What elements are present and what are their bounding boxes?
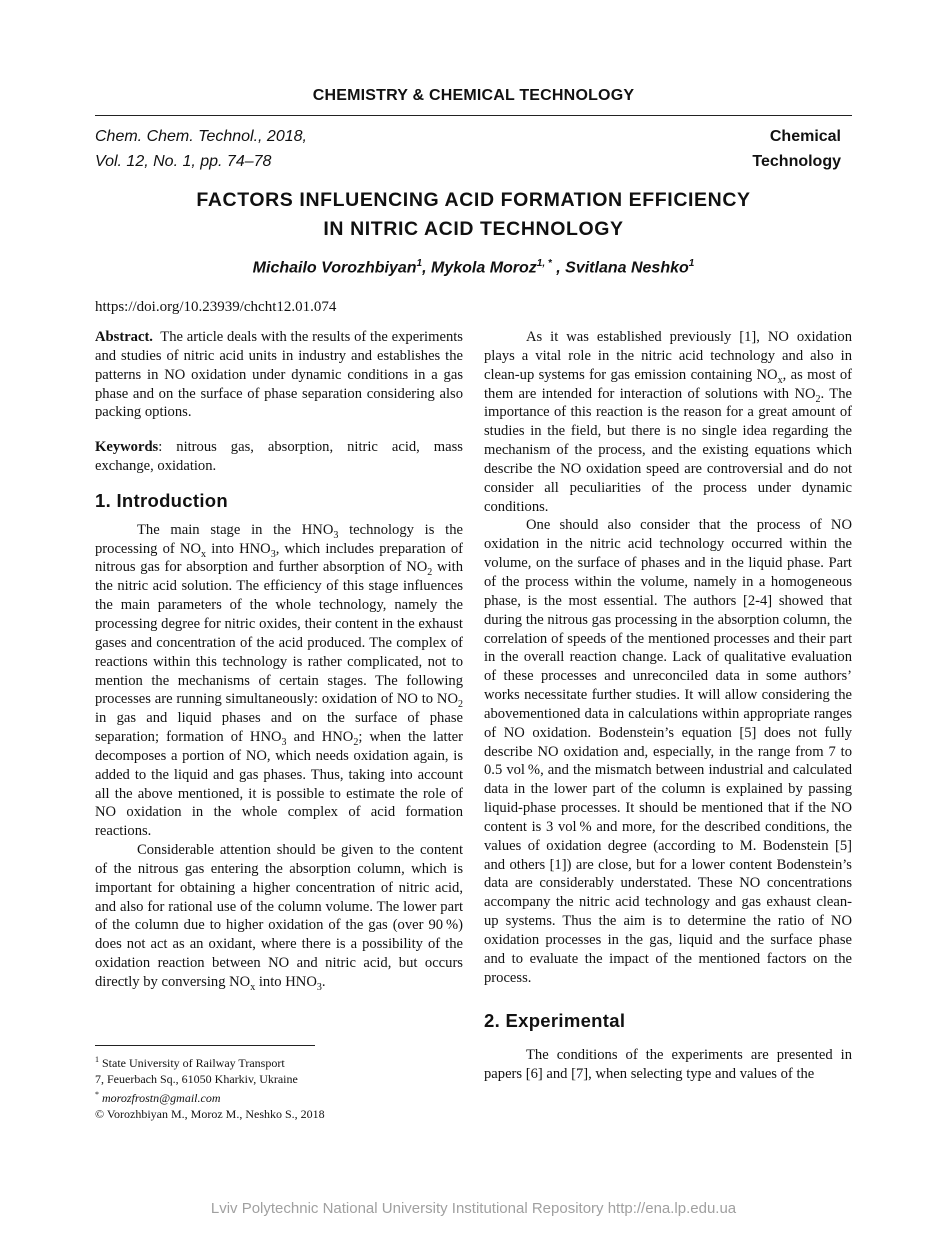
- author-affiliation-mark: 1: [416, 258, 423, 269]
- body-paragraph: Considerable attention should be given to the content of the nitrous gas entering the absorption column, which is important for obtaining a higher concentration of nitric acid, and also for rational use of the column volume. The lower part of the column due to higher oxidation of the gas (over 90 %) does not act as an oxidant, where there is a possibility of the oxidation reaction between NO and nitric acid, but occurs directly by conversing $NO_x$ into $HNO_3$.: [95, 842, 463, 993]
- repository-footer: Lviv Polytechnic National University Institutional Repository http://ena.lp.edu.ua: [210, 1200, 737, 1217]
- author-name: Svitlana Neshko: [565, 259, 689, 277]
- header-rule: [95, 115, 852, 116]
- category-line-2: Technology: [752, 153, 841, 170]
- citation-line-1: Chem. Chem. Technol., 2018,: [95, 128, 307, 145]
- footnote-email: * morozfrostn@gmail.com: [95, 1090, 221, 1105]
- journal-header: CHEMISTRY & CHEMICAL TECHNOLOGY: [312, 87, 635, 104]
- footnote-copyright: © Vorozhbiyan M., Moroz M., Neshko S., 2018: [95, 1106, 325, 1121]
- footnotes: [95, 1052, 325, 1122]
- abstract: [95, 328, 463, 422]
- body-paragraph: The main stage in the $HNO_3$ technology is the processing of $NO_x$ into $HNO_3$, which includes preparation of nitrous gas for absorption and further absorption of $NO_2$ with the nitric acid solution. The efficiency of this stage influences the main parameters of the whole technology, namely the processing degree for nitric oxides, their content in the exhaust gases and concentration of the acid produced. The complex of reactions within this technology is rather complicated, not to mention the mechanisms of certain stages. The following processes are running simultaneously: oxidation of NO to $NO_2$ in gas and liquid phases and on the surface of phase separation; formation of $HNO_3$ and $HNO_2$; when the latter decomposes a portion of NO, which needs oxidation again, is added to the liquid and gas phases. Thus, taking into account all the above mentioned, it is possible to estimate the role of NO oxidation in the whole complex of acid formation reactions.: [95, 521, 463, 840]
- abstract-label: Abstract.: [95, 329, 153, 345]
- author-name: Michailo Vorozhbiyan: [252, 259, 417, 277]
- author-list: Michailo Vorozhbiyan$^1$, Mykola Moroz$^{1, *}$ , Svitlana Neshko$^1$: [252, 258, 695, 277]
- footnote-affiliation: $^1$ State University of Railway Transport: [95, 1055, 285, 1070]
- body-paragraph: One should also consider that the process of NO oxidation in the nitric acid technology occurred within the volume, on the surface of phases and in the liquid phase. Part of the process within the volume, namely in a homogeneous phase, is the most essential. The authors [2-4] showed that during the nitrous gas processing in the absorption column, the correlation of speeds of the mentioned processes and their part in the overall reaction change. Lack of qualitative evaluation of these processes and unreconciled data in some authors’ works necessitate further studies. It will allow considering the abovementioned data in calculations within appropriate ranges of NO oxidation. Bodenstein’s equation [5] does not fully describe NO oxidation and, especially, in the range from 7 to 0.5 vol %, and the mismatch between industrial and calculated data in the lower part of the column is explained by passing liquid-phase processes. It should be mentioned that if the NO content is 3 vol % and more, for the described conditions, the values of oxidation degree (according to M. Bodenstein [5] and others [1]) are close, but for a lower content Bodenstein’s data are considerably understated. These NO concentrations accompany the nitric acid technology and gas exhaust clean-up systems. Thus the aim is to determine the ratio of NO oxidation processes in the gas, liquid and the surface phase and to evaluate the impact of the mentioned factors on the process.: [484, 517, 852, 986]
- left-column: [95, 328, 463, 992]
- keywords-text: : nitrous gas, absorption, nitric acid, mass exchange, oxidation.: [95, 439, 463, 475]
- author-affiliation-mark: 1: [688, 258, 695, 269]
- article-title: [95, 186, 852, 244]
- category-block: [752, 124, 841, 174]
- citation-block: [95, 124, 307, 174]
- keywords-label: Keywords: [95, 439, 159, 456]
- doi-link[interactable]: https://doi.org/10.23939/chcht12.01.074: [95, 299, 337, 315]
- section-heading-experimental: 2. Experimental: [484, 1009, 626, 1031]
- footnote-rule: [95, 1045, 315, 1046]
- title-line-2: IN NITRIC ACID TECHNOLOGY: [323, 218, 624, 240]
- citation-line-2: Vol. 12, No. 1, pp. 74–78: [95, 153, 272, 170]
- section-heading-introduction: 1. Introduction: [95, 489, 228, 511]
- footnote-address: 7, Feuerbach Sq., 61050 Kharkiv, Ukraine: [95, 1071, 298, 1086]
- abstract-text: The article deals with the results of the experiments and studies of nitric acid units in industry and establishes the patterns in NO oxidation under dynamic conditions in a gas phase and on the surface of phase separation considering also packing options.: [95, 329, 463, 421]
- body-paragraph: As it was established previously [1], NO oxidation plays a vital role in the nitric acid technology and also in clean-up systems for gas emission containing $NO_x$, as most of them are intended for interaction of solutions with $NO_2$. The importance of this reaction is the reason for a great amount of studies in the field, but there is no single idea regarding the mechanism of the process, and the existing equations which describe the NO oxidation speed are controversial and do not consider all peculiarities of the process under dynamic conditions.: [484, 329, 853, 515]
- title-line-1: FACTORS INFLUENCING ACID FORMATION EFFICIENCY: [196, 189, 751, 211]
- body-paragraph: The conditions of the experiments are presented in papers [6] and [7], when selecting type and values of the: [484, 1047, 852, 1083]
- right-column: [484, 328, 852, 1084]
- author-affiliation-mark: 1, *: [536, 258, 552, 269]
- keywords: [95, 438, 463, 476]
- author-name: Mykola Moroz: [431, 259, 537, 277]
- category-line-1: Chemical: [769, 128, 841, 145]
